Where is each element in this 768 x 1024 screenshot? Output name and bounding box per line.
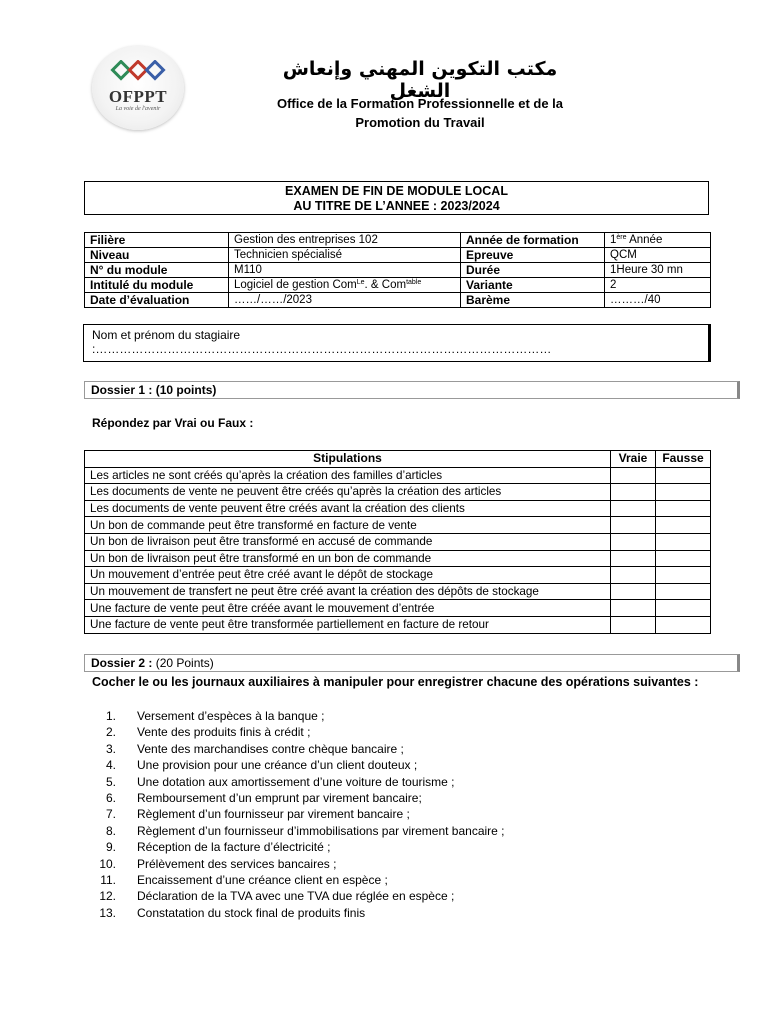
item-text: Règlement d’un fournisseur d’immobilisations par virement bancaire ; — [137, 823, 505, 838]
table-header-row — [85, 451, 711, 468]
fausse-cell[interactable] — [656, 567, 711, 584]
item-text: Une dotation aux amortissement d’une voiture de tourisme ; — [137, 774, 455, 789]
item-text: Versement d’espèces à la banque ; — [137, 709, 325, 723]
fausse-cell[interactable] — [656, 600, 711, 617]
list-item — [92, 757, 652, 773]
info-value-part: Logiciel de gestion Com — [234, 279, 357, 291]
dossier1-header — [84, 381, 740, 399]
exam-info-table — [84, 232, 711, 308]
info-superscript: table — [406, 279, 422, 286]
stipulation-text: Un mouvement d’entrée peut être créé avant le dépôt de stockage — [85, 567, 611, 584]
fausse-cell[interactable] — [656, 517, 711, 534]
info-label: Date d’évaluation — [85, 293, 229, 308]
table-row — [85, 583, 711, 600]
item-number: 3. — [105, 741, 116, 756]
vraie-cell[interactable] — [611, 533, 656, 550]
item-text: Vente des produits finis à crédit ; — [137, 725, 311, 740]
item-number: 4. — [105, 758, 116, 773]
logo-name: OFPPT — [108, 87, 168, 106]
vraie-cell[interactable] — [611, 616, 656, 633]
student-name-label: Nom et prénom du stagiaire :…………………………………………………………………………………………………… — [92, 328, 552, 356]
item-number: 1. — [105, 709, 116, 723]
stipulation-text: Un mouvement de transfert ne peut être créé avant la création des dépôts de stockage — [85, 583, 611, 600]
info-label: Barème — [461, 293, 605, 308]
stipulation-text: Les articles ne sont créés qu’après la création des familles d’articles — [85, 467, 611, 484]
item-number: 5. — [105, 774, 116, 789]
info-value: Technicien spécialisé — [229, 248, 461, 263]
item-number: 8. — [105, 823, 116, 838]
col-stipulations: Stipulations — [85, 451, 611, 468]
info-label: Variante — [461, 278, 605, 293]
info-value — [605, 233, 711, 248]
table-row — [85, 550, 711, 567]
info-row — [85, 233, 711, 248]
vraie-cell[interactable] — [611, 550, 656, 567]
info-row — [85, 293, 711, 308]
info-label: Filière — [85, 233, 229, 248]
info-value — [229, 278, 461, 293]
arabic-title: مكتب التكوين المهني وإنعاش الشغل — [282, 58, 558, 102]
info-value: ………/40 — [605, 293, 711, 308]
stipulation-text: Les documents de vente peuvent être créés avant la création des clients — [85, 500, 611, 517]
vraie-cell[interactable] — [611, 500, 656, 517]
list-item — [92, 806, 652, 822]
info-label: Epreuve — [461, 248, 605, 263]
dossier2-points: (20 Points) — [152, 656, 214, 670]
stipulation-text: Un bon de livraison peut être transformé en un bon de commande — [85, 550, 611, 567]
list-item — [92, 823, 652, 839]
info-row — [85, 278, 711, 293]
item-text: Prélèvement des services bancaires ; — [137, 856, 337, 871]
operations-list — [92, 708, 652, 921]
fausse-cell[interactable] — [656, 533, 711, 550]
info-label: Durée — [461, 263, 605, 278]
table-row — [85, 517, 711, 534]
table-row — [85, 567, 711, 584]
info-label: Intitulé du module — [85, 278, 229, 293]
vraie-cell[interactable] — [611, 567, 656, 584]
item-text: Déclaration de la TVA avec une TVA due réglée en espèce ; — [137, 889, 455, 904]
vraie-cell[interactable] — [611, 600, 656, 617]
item-text: Constatation du stock final de produits finis — [137, 905, 366, 920]
info-superscript: Le — [356, 279, 365, 286]
info-value: Gestion des entreprises 102 — [229, 233, 461, 248]
table-row — [85, 500, 711, 517]
info-label: Année de formation — [461, 233, 605, 248]
item-number: 12. — [99, 889, 116, 904]
item-text: Une provision pour une créance d’un client douteux ; — [137, 758, 418, 773]
vraie-cell[interactable] — [611, 583, 656, 600]
info-value: M110 — [229, 263, 461, 278]
info-row — [85, 263, 711, 278]
fausse-cell[interactable] — [656, 616, 711, 633]
logo-tagline: La voie de l'avenir — [115, 106, 161, 112]
ofppt-emblem-icon — [110, 60, 166, 84]
item-text: Encaissement d’une créance client en espèce ; — [137, 872, 388, 887]
table-row — [85, 600, 711, 617]
dossier2-title: Dossier 2 : — [91, 656, 153, 670]
list-item — [92, 724, 652, 740]
table-row — [85, 484, 711, 501]
office-title-line1: Office de la Formation Professionnelle et de la — [276, 96, 564, 111]
ofppt-logo — [92, 46, 184, 130]
office-title — [240, 94, 600, 132]
item-number: 7. — [105, 807, 116, 822]
col-vraie: Vraie — [611, 451, 656, 468]
vraie-cell[interactable] — [611, 467, 656, 484]
stipulation-text: Une facture de vente peut être créée avant le mouvement d’entrée — [85, 600, 611, 617]
stipulation-text: Un bon de livraison peut être transformé en accusé de commande — [85, 533, 611, 550]
vraie-cell[interactable] — [611, 517, 656, 534]
item-number: 9. — [105, 840, 116, 855]
list-item — [92, 905, 652, 921]
dossier1-title: Dossier 1 : (10 points) — [91, 383, 217, 397]
col-fausse: Fausse — [656, 451, 711, 468]
info-value-part: Année — [626, 234, 663, 246]
fausse-cell[interactable] — [656, 484, 711, 501]
list-item — [92, 708, 652, 724]
office-title-line2: Promotion du Travail — [355, 115, 485, 130]
list-item — [92, 872, 652, 888]
item-text: Réception de la facture d’électricité ; — [137, 840, 331, 855]
fausse-cell[interactable] — [656, 467, 711, 484]
stipulation-text: Les documents de vente ne peuvent être créés qu’après la création des articles — [85, 484, 611, 501]
item-text: Vente des marchandises contre chèque bancaire ; — [137, 741, 404, 756]
student-name-box[interactable] — [83, 324, 711, 362]
list-item — [92, 774, 652, 790]
fausse-cell[interactable] — [656, 583, 711, 600]
info-label: N° du module — [85, 263, 229, 278]
dossier2-header — [84, 654, 740, 672]
item-number: 2. — [105, 725, 116, 740]
info-value-part: 1 — [610, 234, 617, 246]
table-row — [85, 467, 711, 484]
item-text: Remboursement d’un emprunt par virement bancaire; — [137, 790, 422, 805]
item-number: 10. — [99, 856, 116, 871]
exam-title-line1: EXAMEN DE FIN DE MODULE LOCAL — [285, 184, 508, 198]
info-value: ……/……/2023 — [229, 293, 461, 308]
list-item — [92, 856, 652, 872]
item-number: 6. — [105, 790, 116, 805]
table-row — [85, 616, 711, 633]
fausse-cell[interactable] — [656, 550, 711, 567]
stipulation-text: Une facture de vente peut être transformée partiellement en facture de retour — [85, 616, 611, 633]
stipulations-table — [84, 450, 711, 634]
fausse-cell[interactable] — [656, 500, 711, 517]
list-item — [92, 741, 652, 757]
exam-title-box — [84, 181, 709, 215]
table-row — [85, 533, 711, 550]
list-item — [92, 790, 652, 806]
dossier1-instruction: Répondez par Vrai ou Faux : — [92, 416, 254, 430]
list-item — [92, 888, 652, 904]
item-text: Règlement d’un fournisseur par virement bancaire ; — [137, 807, 410, 822]
item-number: 11. — [100, 872, 116, 887]
info-superscript: ère — [616, 234, 627, 241]
info-value: QCM — [605, 248, 711, 263]
info-value: 2 — [605, 278, 711, 293]
info-row — [85, 248, 711, 263]
info-value-part: . & Com — [364, 279, 407, 291]
exam-title-line2: AU TITRE DE L’ANNEE : 2023/2024 — [293, 199, 500, 213]
item-number: 13. — [99, 905, 116, 920]
stipulation-text: Un bon de commande peut être transformé en facture de vente — [85, 517, 611, 534]
list-item — [92, 839, 652, 855]
info-value: 1Heure 30 mn — [605, 263, 711, 278]
dossier2-instruction: Cocher le ou les journaux auxiliaires à manipuler pour enregistrer chacune des opérations suivantes : — [92, 675, 699, 689]
vraie-cell[interactable] — [611, 484, 656, 501]
info-label: Niveau — [85, 248, 229, 263]
